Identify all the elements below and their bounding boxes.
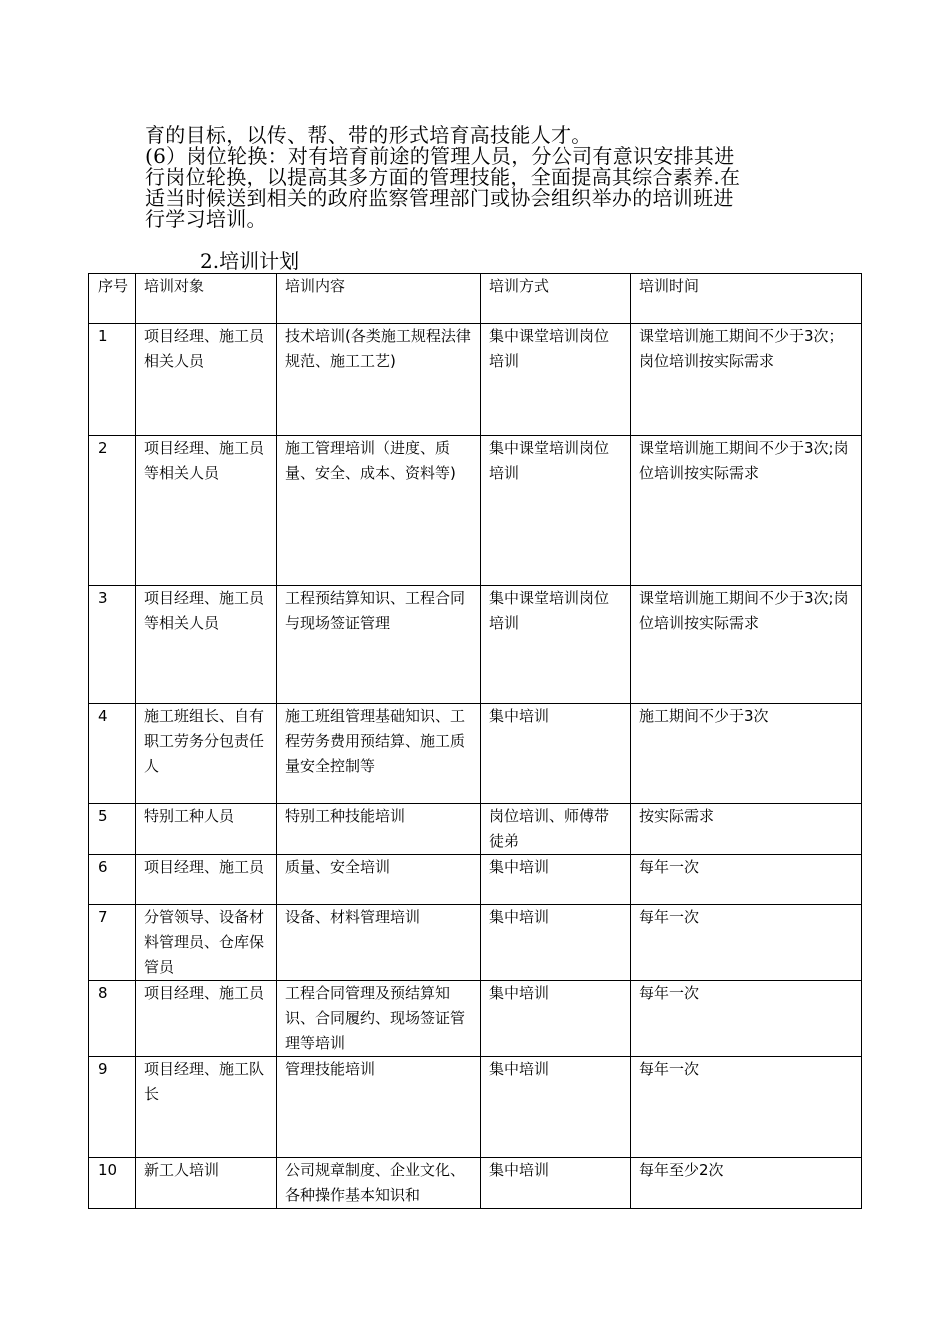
cell-method: 集中培训 [481, 704, 631, 804]
cell-index: 9 [89, 1057, 136, 1158]
table-row [89, 1158, 862, 1209]
cell-target: 新工人培训 [136, 1158, 277, 1209]
cell-index: 2 [89, 436, 136, 586]
cell-time: 每年一次 [631, 905, 862, 981]
intro-line: 行学习培训。 [145, 207, 267, 231]
table-row [89, 981, 862, 1057]
cell-method: 集中课堂培训岗位培训 [481, 324, 631, 436]
cell-index: 7 [89, 905, 136, 981]
training-plan-table [88, 273, 862, 1209]
table-row [89, 704, 862, 804]
cell-method: 集中培训 [481, 1158, 631, 1209]
cell-content: 设备、材料管理培训 [277, 905, 481, 981]
cell-index: 1 [89, 324, 136, 436]
table-row [89, 324, 862, 436]
cell-method: 集中培训 [481, 905, 631, 981]
intro-line: 育的目标，以传、帮、带的形式培育高技能人才。 [145, 123, 592, 147]
cell-target: 项目经理、施工员 [136, 981, 277, 1057]
cell-index: 4 [89, 704, 136, 804]
cell-content: 公司规章制度、企业文化、各种操作基本知识和 [277, 1158, 481, 1209]
header-cell-index: 序号 [89, 274, 136, 324]
table-header-row [89, 274, 862, 324]
cell-target: 特别工种人员 [136, 804, 277, 855]
intro-line: 适当时候送到相关的政府监察管理部门或协会组织举办的培训班进 [145, 186, 734, 210]
cell-content: 施工班组管理基础知识、工程劳务费用预结算、施工质量安全控制等 [277, 704, 481, 804]
cell-content: 质量、安全培训 [277, 855, 481, 905]
header-cell-method: 培训方式 [481, 274, 631, 324]
cell-time: 每年一次 [631, 981, 862, 1057]
cell-target: 施工班组长、自有职工劳务分包责任人 [136, 704, 277, 804]
cell-content: 管理技能培训 [277, 1057, 481, 1158]
cell-time: 每年一次 [631, 1057, 862, 1158]
table-row [89, 586, 862, 704]
header-cell-target: 培训对象 [136, 274, 277, 324]
intro-line: (6）岗位轮换：对有培育前途的管理人员，分公司有意识安排其进 [145, 144, 735, 168]
cell-time: 按实际需求 [631, 804, 862, 855]
header-cell-content: 培训内容 [277, 274, 481, 324]
table-row [89, 804, 862, 855]
cell-target: 项目经理、施工员 [136, 855, 277, 905]
cell-method: 集中课堂培训岗位培训 [481, 586, 631, 704]
cell-content: 工程预结算知识、工程合同与现场签证管理 [277, 586, 481, 704]
cell-index: 10 [89, 1158, 136, 1209]
cell-time: 课堂培训施工期间不少于3次；岗位培训按实际需求 [631, 324, 862, 436]
cell-index: 5 [89, 804, 136, 855]
cell-index: 3 [89, 586, 136, 704]
cell-method: 集中培训 [481, 981, 631, 1057]
cell-method: 集中培训 [481, 1057, 631, 1158]
table-row [89, 905, 862, 981]
intro-paragraph [145, 125, 825, 230]
cell-content: 施工管理培训（进度、质量、安全、成本、资料等) [277, 436, 481, 586]
section-heading: 2.培训计划 [200, 249, 300, 273]
cell-content: 工程合同管理及预结算知识、合同履约、现场签证管理等培训 [277, 981, 481, 1057]
cell-target: 分管领导、设备材料管理员、仓库保管员 [136, 905, 277, 981]
cell-target: 项目经理、施工员等相关人员 [136, 436, 277, 586]
cell-method: 岗位培训、师傅带徒弟 [481, 804, 631, 855]
cell-index: 6 [89, 855, 136, 905]
cell-time: 每年至少2次 [631, 1158, 862, 1209]
cell-method: 集中培训 [481, 855, 631, 905]
cell-method: 集中课堂培训岗位培训 [481, 436, 631, 586]
cell-time: 课堂培训施工期间不少于3次;岗位培训按实际需求 [631, 586, 862, 704]
intro-line: 行岗位轮换，以提高其多方面的管理技能，全面提高其综合素养.在 [145, 165, 741, 189]
table-row [89, 1057, 862, 1158]
cell-target: 项目经理、施工员等相关人员 [136, 586, 277, 704]
cell-target: 项目经理、施工员相关人员 [136, 324, 277, 436]
cell-time: 每年一次 [631, 855, 862, 905]
header-cell-time: 培训时间 [631, 274, 862, 324]
cell-time: 施工期间不少于3次 [631, 704, 862, 804]
table-row [89, 436, 862, 586]
table-row [89, 855, 862, 905]
cell-content: 技术培训(各类施工规程法律规范、施工工艺) [277, 324, 481, 436]
cell-index: 8 [89, 981, 136, 1057]
cell-target: 项目经理、施工队长 [136, 1057, 277, 1158]
cell-content: 特别工种技能培训 [277, 804, 481, 855]
cell-time: 课堂培训施工期间不少于3次;岗位培训按实际需求 [631, 436, 862, 586]
